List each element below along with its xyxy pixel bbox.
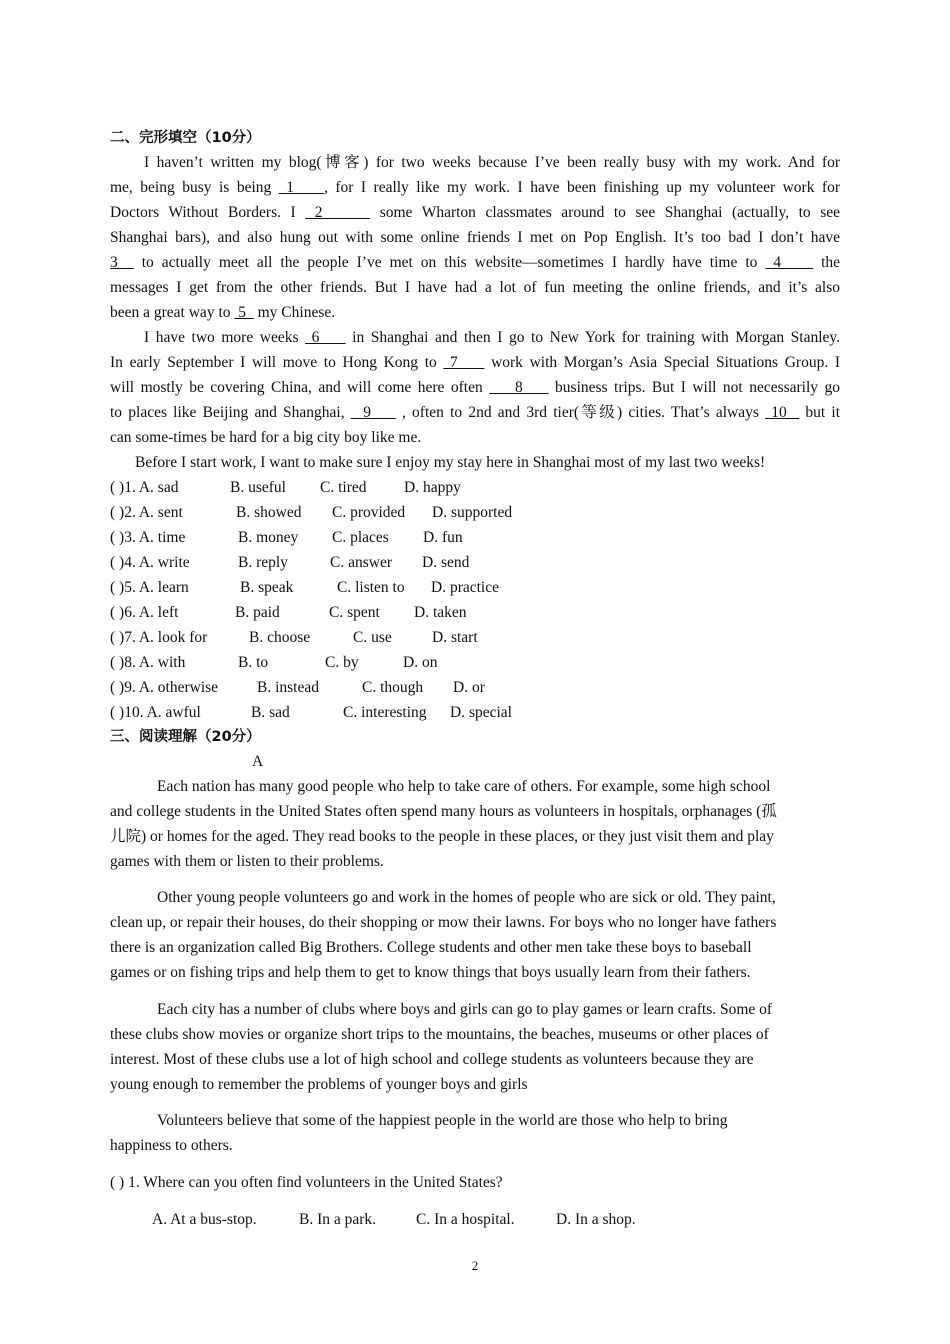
cloze-line: 3 to actually meet all the people I’ve met on this website—sometimes I hardly have time to 4 the: [110, 254, 841, 271]
section-heading-reading: 三、阅读理解（20分）: [110, 729, 261, 745]
blank-1: 1: [278, 179, 324, 196]
reading-line: 儿院) or homes for the aged. They read books to the people in these places, or they just visit them and play: [110, 828, 774, 845]
blank-2: 2: [305, 204, 371, 221]
question-row: ( )3. A. time B. money C. places D. fun: [110, 529, 463, 546]
reading-options: A. At a bus-stop. B. In a park. C. In a hospital. D. In a shop.: [152, 1211, 636, 1228]
question-row: ( )2. A. sent B. showed C. provided D. supported: [110, 504, 513, 521]
question-row: ( )6. A. left B. paid C. spent D. taken: [110, 604, 467, 621]
reading-question: ( ) 1. Where can you often find volunteers in the United States?: [110, 1174, 503, 1191]
reading-line: games or on fishing trips and help them to get to know things that boys usually learn from their fathers.: [110, 964, 751, 981]
reading-line: Volunteers believe that some of the happiest people in the world are those who help to bring: [157, 1112, 728, 1129]
blank-8: 8: [489, 379, 549, 396]
reading-line: interest. Most of these clubs use a lot of high school and college students as volunteers because they are: [110, 1051, 754, 1068]
reading-line: Other young people volunteers go and work in the homes of people who are sick or old. They paint,: [157, 889, 776, 906]
question-row: ( )4. A. write B. reply C. answer D. send: [110, 554, 470, 571]
reading-line: and college students in the United States often spend many hours as volunteers in hospitals, orphanages (孤: [110, 803, 777, 820]
cloze-line: I haven’t written my blog(博客) for two weeks because I’ve been really busy with my work. And for: [144, 154, 840, 171]
blank-4: 4: [765, 254, 814, 271]
cloze-line: been a great way to 5 my Chinese.: [110, 304, 336, 321]
cloze-line: to places like Beijing and Shanghai, 9 , often to 2nd and 3rd tier(等级) cities. That’s always 10 but it: [110, 404, 841, 421]
question-row: ( )1. A. sad B. useful C. tired D. happy: [110, 479, 461, 496]
page-number: 2: [471, 1258, 479, 1273]
question-row: ( )5. A. learn B. speak C. listen to D. practice: [110, 579, 499, 596]
blank-6: 6: [305, 329, 346, 346]
cloze-line: Doctors Without Borders. I 2 some Wharton classmates around to see Shanghai (actually, to see: [110, 204, 840, 221]
blank-5: 5: [234, 304, 254, 321]
reading-line: games with them or listen to their problems.: [110, 853, 384, 870]
cloze-line: I have two more weeks 6 in Shanghai and then I go to New York for training with Morgan Stanley.: [144, 329, 840, 346]
reading-line: Each nation has many good people who help to take care of others. For example, some high school: [157, 778, 771, 795]
blank-3: 3: [110, 254, 134, 271]
question-row: ( )7. A. look for B. choose C. use D. start: [110, 629, 478, 646]
blank-10: 10: [765, 404, 800, 421]
blank-7: 7: [443, 354, 485, 371]
question-row: ( )9. A. otherwise B. instead C. though D. or: [110, 679, 485, 696]
section-heading-cloze: 二、完形填空（10分）: [110, 130, 261, 146]
passage-label: A: [252, 753, 264, 770]
reading-line: clean up, or repair their houses, do their shopping or mow their lawns. For boys who no longer have fathers: [110, 914, 777, 931]
reading-line: young enough to remember the problems of younger boys and girls: [110, 1076, 528, 1093]
cloze-closing-line: Before I start work, I want to make sure I enjoy my stay here in Shanghai most of my last two weeks!: [135, 454, 766, 471]
question-row: ( )10. A. awful B. sad C. interesting D. special: [110, 704, 512, 721]
cloze-line: will mostly be covering China, and will come here often 8 business trips. But I will not necessarily go: [110, 379, 841, 396]
reading-line: Each city has a number of clubs where boys and girls can go to play games or learn crafts. Some of: [157, 1001, 773, 1018]
reading-line: there is an organization called Big Brothers. College students and other men take these boys to baseball: [110, 939, 752, 956]
reading-line: happiness to others.: [110, 1137, 233, 1154]
reading-line: these clubs show movies or organize short trips to the mountains, the beaches, museums or other places of: [110, 1026, 769, 1043]
cloze-line: messages I get from the other friends. But I have had a lot of fun meeting the online friends, and it’s also: [110, 279, 840, 296]
cloze-line: In early September I will move to Hong Kong to 7 work with Morgan’s Asia Special Situations Group. I: [110, 354, 841, 371]
question-row: ( )8. A. with B. to C. by D. on: [110, 654, 438, 671]
blank-9: 9: [350, 404, 396, 421]
cloze-line: me, being busy is being 1 , for I really like my work. I have been finishing up my volunteer work for: [110, 179, 841, 196]
cloze-line: Shanghai bars), and also hung out with some online friends I met on Pop English. It’s too bad I don’t have: [110, 229, 840, 246]
cloze-line: can some-times be hard for a big city boy like me.: [110, 429, 422, 446]
